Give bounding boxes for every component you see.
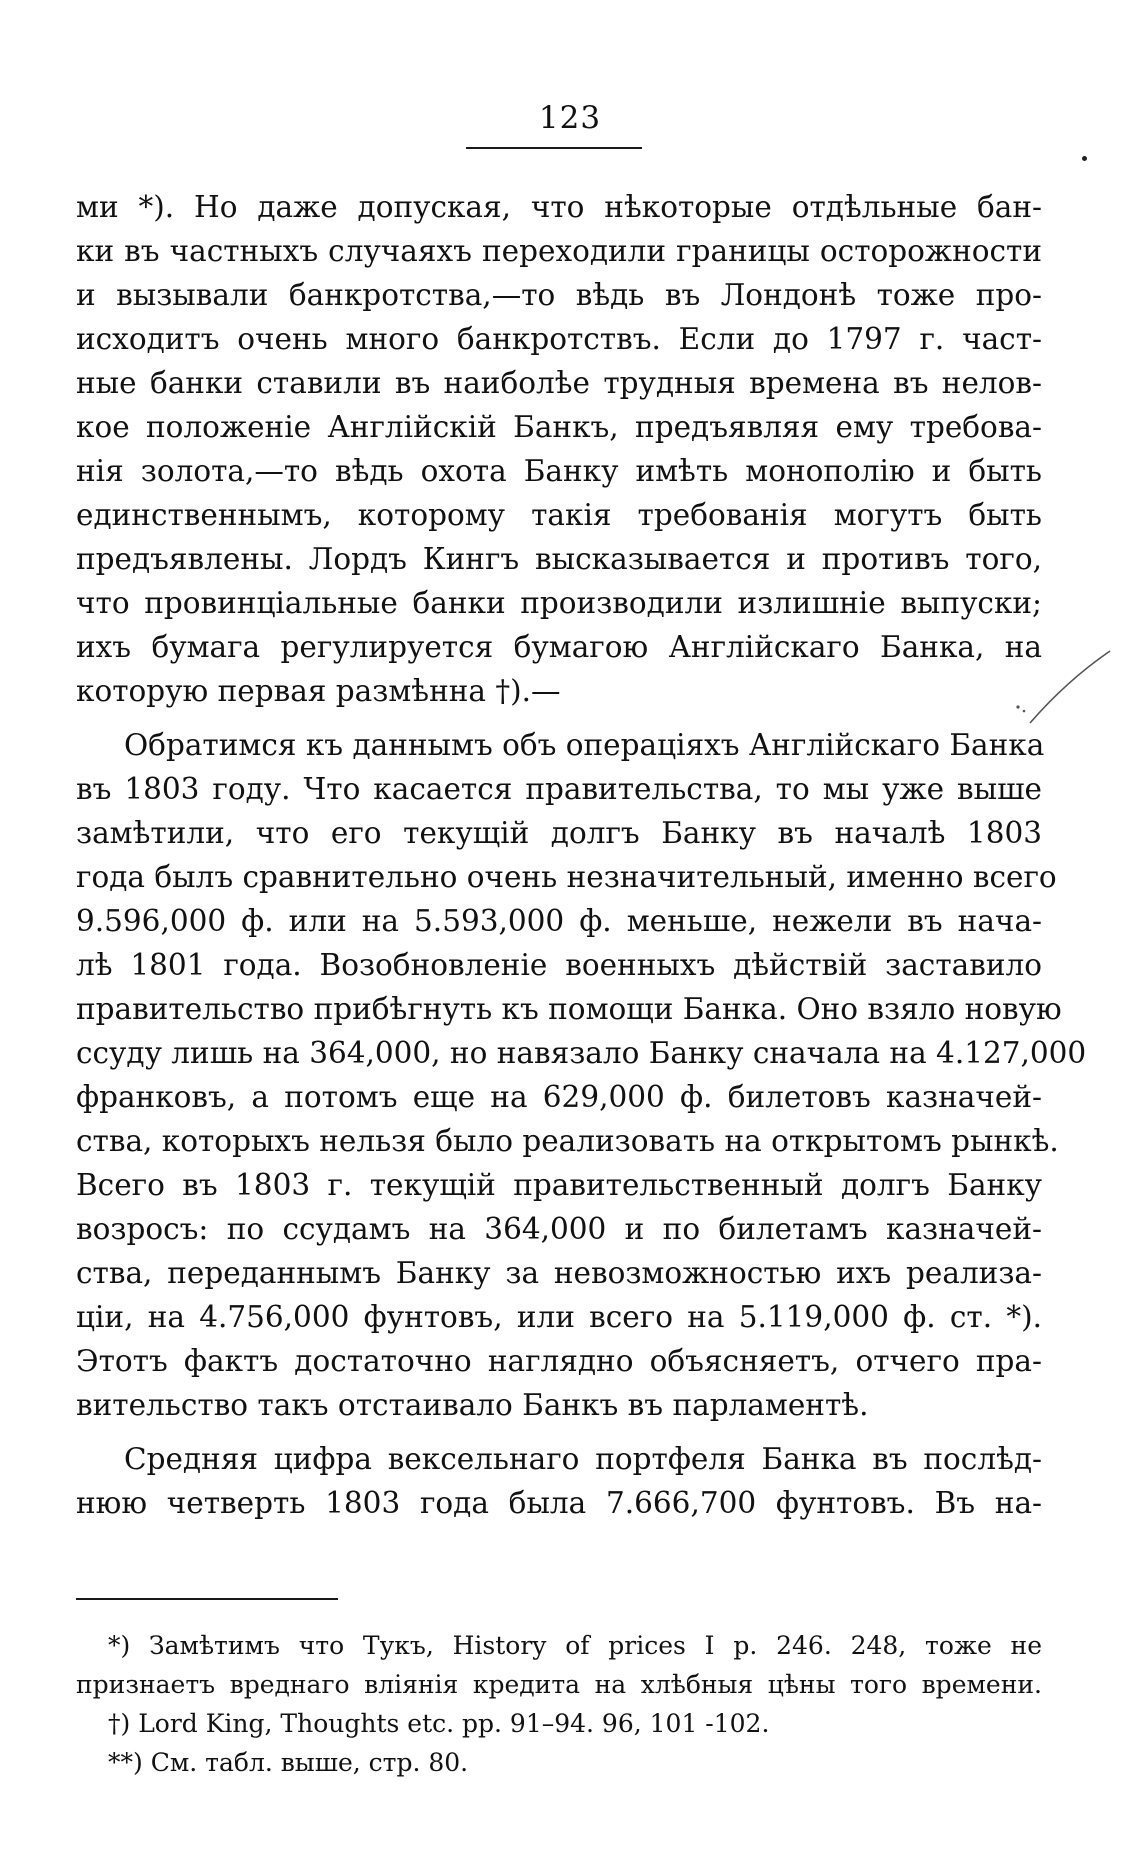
text-line: ки въ частныхъ случаяхъ переходили границы осторожности xyxy=(76,234,1042,268)
text-line: 9.596,000 ф. или на 5.593,000 ф. меньше, нежели въ нача- xyxy=(76,904,1042,938)
footnote-line: †) Lord King, Thoughts etc. pp. 91–94. 96, 101 -102. xyxy=(108,1709,770,1738)
text-line: исходитъ очень много банкротствъ. Если до 1797 г. част- xyxy=(76,322,1042,356)
text-line: ціи, на 4.756,000 фунтовъ, или всего на 5.119,000 ф. ст. *). xyxy=(76,1300,1042,1334)
footnote-line: признаетъ вреднаго вліянія кредита на хлѣбныя цѣны того времени. xyxy=(76,1670,1042,1699)
pencil-margin-mark-icon xyxy=(1010,645,1120,725)
text-line: единственнымъ, которому такія требованія могутъ быть xyxy=(76,498,1042,532)
text-line: ства, переданнымъ Банку за невозможностью ихъ реализа- xyxy=(76,1256,1042,1290)
text-line: ссуду лишь на 364,000, но навязало Банку сначала на 4.127,000 xyxy=(76,1036,1087,1070)
text-line: лѣ 1801 года. Возобновленіе военныхъ дѣйствій заставило xyxy=(76,948,1042,982)
page-number-rule xyxy=(466,147,642,149)
paragraph-1 xyxy=(76,185,1042,713)
main-text xyxy=(76,185,1087,1525)
text-line: вительство такъ отстаивало Банкъ въ парламентѣ. xyxy=(76,1388,869,1422)
text-line: правительство прибѣгнуть къ помощи Банка. Оно взяло новую xyxy=(76,992,1062,1026)
text-line: Средняя цифра вексельнаго портфеля Банка въ послѣд- xyxy=(124,1442,1042,1476)
text-line: ми *). Но даже допуская, что нѣкоторые отдѣльные бан- xyxy=(76,190,1042,224)
paragraph-2 xyxy=(76,723,1087,1427)
text-line: предъявлены. Лордъ Кингъ высказывается и противъ того, xyxy=(76,542,1042,576)
text-line: возросъ: по ссудамъ на 364,000 и по билетамъ казначей- xyxy=(76,1212,1042,1246)
text-line: что провинціальные банки производили излишніе выпуски; xyxy=(76,586,1042,620)
footnote-line: *) Замѣтимъ что Тукъ, History of prices I p. 246. 248, тоже не xyxy=(108,1631,1042,1660)
footnotes xyxy=(76,1626,1042,1782)
text-line: Всего въ 1803 г. текущій правительственный долгъ Банку xyxy=(76,1168,1042,1202)
text-line: Обратимся къ даннымъ объ операціяхъ Англійскаго Банка xyxy=(124,728,1045,762)
paragraph-3 xyxy=(76,1437,1042,1525)
page-number: 123 xyxy=(538,100,602,136)
footnote-rule xyxy=(76,1598,338,1600)
text-line: нюю четверть 1803 года была 7.666,700 фунтовъ. Въ на- xyxy=(76,1486,1042,1520)
text-line: и вызывали банкротства,—то вѣдь въ Лондонѣ тоже про- xyxy=(76,278,1042,312)
text-line: ихъ бумага регулируется бумагою Англійскаго Банка, на xyxy=(76,630,1042,664)
text-line: ные банки ставили въ наиболѣе трудныя времена въ нелов- xyxy=(76,366,1042,400)
text-line: замѣтили, что его текущій долгъ Банку въ началѣ 1803 xyxy=(76,816,1042,850)
text-line: въ 1803 году. Что касается правительства, то мы уже выше xyxy=(76,772,1042,806)
text-line: франковъ, а потомъ еще на 629,000 ф. билетовъ казначей- xyxy=(76,1080,1042,1114)
text-line: кое положеніе Англійскій Банкъ, предъявляя ему требова- xyxy=(76,410,1042,444)
text-line: нія золота,—то вѣдь охота Банку имѣть монополію и быть xyxy=(76,454,1042,488)
text-line: Этотъ фактъ достаточно наглядно объясняетъ, отчего пра- xyxy=(76,1344,1042,1378)
text-line: которую первая размѣнна †).— xyxy=(76,674,561,708)
text-line: года былъ сравнительно очень незначительный, именно всего xyxy=(76,860,1057,894)
ink-dot xyxy=(1082,156,1087,161)
text-line: ства, которыхъ нельзя было реализовать на открытомъ рынкѣ. xyxy=(76,1124,1059,1158)
footnote-line: **) См. табл. выше, стр. 80. xyxy=(108,1748,469,1777)
